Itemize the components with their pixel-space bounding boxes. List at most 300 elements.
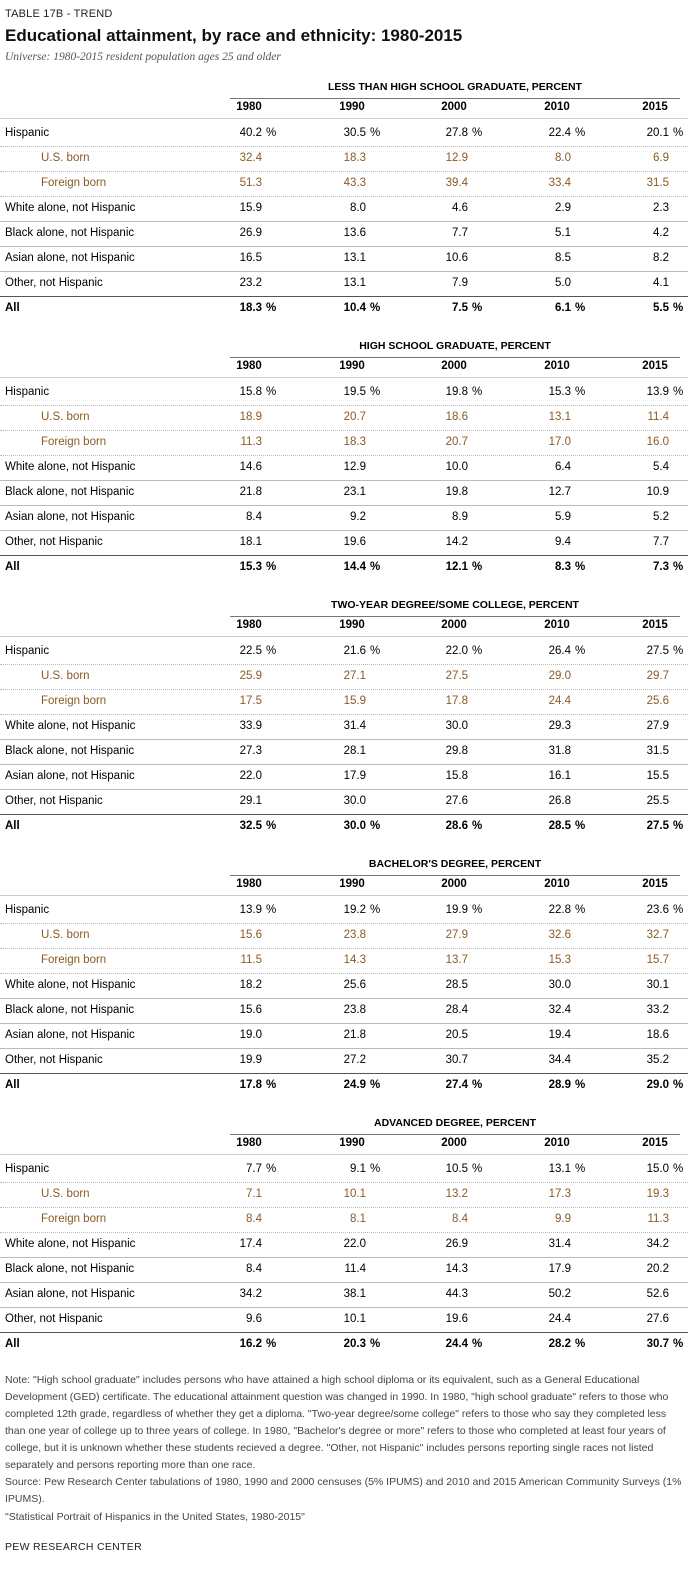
cell-value: 32.5 — [239, 820, 262, 832]
cell-value: 8.1 — [350, 1213, 366, 1225]
percent-sign: % — [266, 1338, 277, 1350]
table-row — [0, 1157, 688, 1182]
cell-value: 15.6 — [239, 929, 262, 941]
row-label: All — [5, 820, 20, 832]
cell-value: 4.6 — [452, 202, 468, 214]
row-label: White alone, not Hispanic — [5, 979, 136, 991]
table-row — [0, 973, 688, 998]
cell-value: 33.9 — [239, 720, 262, 732]
cell-value: 17.5 — [239, 695, 262, 707]
cell-value: 29.8 — [445, 745, 468, 757]
year-header: 2015 — [642, 360, 668, 372]
cell-value: 9.9 — [555, 1213, 571, 1225]
table-title: Educational attainment, by race and ethnicity: 1980-2015 — [5, 26, 463, 45]
section-heading: HIGH SCHOOL GRADUATE, PERCENT — [230, 339, 680, 358]
cell-value: 8.2 — [653, 252, 669, 264]
percent-sign: % — [575, 1163, 586, 1175]
cell-value: 12.9 — [445, 152, 468, 164]
table-row — [0, 1182, 688, 1207]
year-header: 1990 — [339, 1137, 365, 1149]
percent-sign: % — [673, 1079, 684, 1091]
table-row — [0, 1023, 688, 1048]
footer-brand: PEW RESEARCH CENTER — [5, 1541, 142, 1553]
cell-value: 8.4 — [452, 1213, 468, 1225]
year-header: 1990 — [339, 360, 365, 372]
cell-value: 7.7 — [653, 536, 669, 548]
cell-value: 19.0 — [239, 1029, 262, 1041]
percent-sign: % — [266, 820, 277, 832]
section-heading: ADVANCED DEGREE, PERCENT — [230, 1116, 680, 1135]
percent-sign: % — [575, 561, 586, 573]
percent-sign: % — [266, 645, 277, 657]
percent-sign: % — [673, 645, 684, 657]
table-row — [0, 1257, 688, 1282]
cell-value: 17.0 — [548, 436, 571, 448]
row-label: U.S. born — [41, 411, 90, 423]
row-label: Black alone, not Hispanic — [5, 227, 135, 239]
cell-value: 8.4 — [246, 1213, 262, 1225]
row-label: Foreign born — [41, 954, 107, 966]
cell-value: 30.0 — [445, 720, 468, 732]
year-header: 1990 — [339, 101, 365, 113]
cell-value: 19.3 — [646, 1188, 669, 1200]
table-row — [0, 664, 688, 689]
percent-sign: % — [575, 645, 586, 657]
percent-sign: % — [472, 820, 483, 832]
cell-value: 15.3 — [548, 386, 571, 398]
cell-value: 31.4 — [548, 1238, 571, 1250]
year-header: 2015 — [642, 1137, 668, 1149]
cell-value: 17.3 — [548, 1188, 571, 1200]
cell-value: 44.3 — [445, 1288, 468, 1300]
percent-sign: % — [266, 386, 277, 398]
percent-sign: % — [673, 127, 684, 139]
cell-value: 28.6 — [445, 820, 468, 832]
cell-value: 10.0 — [445, 461, 468, 473]
cell-value: 7.5 — [452, 302, 468, 314]
table-row — [0, 923, 688, 948]
percent-sign: % — [472, 561, 483, 573]
row-label: All — [5, 1079, 20, 1091]
percent-sign: % — [472, 127, 483, 139]
cell-value: 7.1 — [246, 1188, 262, 1200]
percent-sign: % — [370, 302, 381, 314]
cell-value: 34.2 — [239, 1288, 262, 1300]
table-row — [0, 480, 688, 505]
cell-value: 27.9 — [445, 929, 468, 941]
year-header: 2015 — [642, 101, 668, 113]
cell-value: 22.0 — [445, 645, 468, 657]
percent-sign: % — [370, 127, 381, 139]
cell-value: 14.2 — [445, 536, 468, 548]
percent-sign: % — [472, 1163, 483, 1175]
cell-value: 11.4 — [344, 1263, 366, 1275]
cell-value: 10.9 — [646, 486, 669, 498]
cell-value: 15.8 — [445, 770, 468, 782]
row-label: Hispanic — [5, 645, 50, 657]
table-row — [0, 380, 688, 405]
row-label: Other, not Hispanic — [5, 536, 103, 548]
cell-value: 27.5 — [646, 820, 669, 832]
cell-value: 9.2 — [350, 511, 366, 523]
cell-value: 13.1 — [343, 252, 366, 264]
percent-sign: % — [472, 904, 483, 916]
cell-value: 20.2 — [646, 1263, 669, 1275]
cell-value: 14.4 — [343, 561, 366, 573]
cell-value: 6.1 — [555, 302, 571, 314]
cell-value: 28.5 — [445, 979, 468, 991]
cell-value: 27.5 — [445, 670, 468, 682]
year-header: 2010 — [544, 878, 570, 890]
table-row — [0, 1048, 688, 1073]
table-row — [0, 221, 688, 246]
table-row — [0, 296, 688, 321]
header-divider — [0, 895, 688, 896]
cell-value: 17.9 — [343, 770, 366, 782]
year-header-row — [0, 101, 688, 119]
percent-sign: % — [673, 820, 684, 832]
row-label: Hispanic — [5, 904, 50, 916]
cell-value: 13.2 — [445, 1188, 468, 1200]
cell-value: 31.8 — [548, 745, 571, 757]
cell-value: 27.2 — [343, 1054, 366, 1066]
cell-value: 27.1 — [343, 670, 366, 682]
cell-value: 30.0 — [548, 979, 571, 991]
cell-value: 10.4 — [343, 302, 366, 314]
table-row — [0, 555, 688, 580]
percent-sign: % — [370, 1338, 381, 1350]
table-row — [0, 1232, 688, 1257]
cell-value: 18.6 — [646, 1029, 669, 1041]
table-row — [0, 739, 688, 764]
cell-value: 31.5 — [646, 745, 669, 757]
table-row — [0, 998, 688, 1023]
cell-value: 19.9 — [239, 1054, 262, 1066]
cell-value: 5.2 — [653, 511, 669, 523]
cell-value: 17.8 — [445, 695, 468, 707]
cell-value: 26.9 — [239, 227, 262, 239]
table-row — [0, 948, 688, 973]
cell-value: 19.4 — [548, 1029, 571, 1041]
row-label: White alone, not Hispanic — [5, 461, 136, 473]
percent-sign: % — [472, 386, 483, 398]
cell-value: 13.1 — [548, 411, 571, 423]
table-row — [0, 246, 688, 271]
cell-value: 11.5 — [240, 954, 262, 966]
cell-value: 50.2 — [548, 1288, 571, 1300]
year-header-row — [0, 1137, 688, 1155]
percent-sign: % — [673, 386, 684, 398]
row-label: Hispanic — [5, 386, 50, 398]
cell-value: 25.6 — [343, 979, 366, 991]
note-text: Note: "High school graduate" includes persons who have attained a high school diploma or its equivalent, such as a General Educational Development (GED) certificate. The educational attainment question was changed in 1990. In 1980, "high school graduate" refers to those who completed 12th grade, regardless of whether they get a diploma. "Two-year degree/some college" refers to those who say they completed less than one year of college up to three years of college. In 1980, "Bachelor's degree or more" refers to those who completed at least four years of college, but it is unknown whether these students recieved a degree. "Other, not Hispanic" includes persons reporting single races not listed separately and persons reporting more than one race. — [5, 1374, 669, 1471]
source-text: Source: Pew Research Center tabulations of 1980, 1990 and 2000 censuses (5% IPUMS) and 2010 and 2015 American Community Surveys (1% IPUMS). — [5, 1476, 682, 1505]
cell-value: 29.3 — [548, 720, 571, 732]
cell-value: 32.4 — [548, 1004, 571, 1016]
row-label: White alone, not Hispanic — [5, 720, 136, 732]
cell-value: 29.0 — [548, 670, 571, 682]
cell-value: 16.0 — [646, 436, 669, 448]
year-header: 2010 — [544, 360, 570, 372]
year-header: 1980 — [236, 360, 262, 372]
cell-value: 7.7 — [452, 227, 468, 239]
cell-value: 30.0 — [343, 795, 366, 807]
cell-value: 30.0 — [343, 820, 366, 832]
table-row — [0, 764, 688, 789]
cell-value: 18.3 — [343, 152, 366, 164]
report-text: "Statistical Portrait of Hispanics in the United States, 1980-2015" — [5, 1511, 305, 1523]
cell-value: 26.9 — [445, 1238, 468, 1250]
cell-value: 4.2 — [653, 227, 669, 239]
cell-value: 15.8 — [239, 386, 262, 398]
year-header: 2010 — [544, 619, 570, 631]
cell-value: 23.2 — [239, 277, 262, 289]
header-divider — [0, 1154, 688, 1155]
cell-value: 10.1 — [343, 1188, 366, 1200]
cell-value: 25.6 — [646, 695, 669, 707]
percent-sign: % — [673, 1163, 684, 1175]
cell-value: 51.3 — [239, 177, 262, 189]
cell-value: 28.1 — [343, 745, 366, 757]
table-row — [0, 714, 688, 739]
row-label: Black alone, not Hispanic — [5, 745, 135, 757]
header-divider — [0, 118, 688, 119]
year-header: 1990 — [339, 619, 365, 631]
row-label: Asian alone, not Hispanic — [5, 1288, 135, 1300]
cell-value: 43.3 — [343, 177, 366, 189]
row-label: Other, not Hispanic — [5, 1054, 103, 1066]
percent-sign: % — [472, 1079, 483, 1091]
cell-value: 29.0 — [646, 1079, 669, 1091]
cell-value: 22.5 — [239, 645, 262, 657]
cell-value: 21.8 — [239, 486, 262, 498]
percent-sign: % — [370, 561, 381, 573]
cell-value: 19.2 — [343, 904, 366, 916]
cell-value: 26.8 — [548, 795, 571, 807]
cell-value: 27.6 — [445, 795, 468, 807]
cell-value: 8.5 — [555, 252, 571, 264]
cell-value: 22.8 — [548, 904, 571, 916]
cell-value: 16.1 — [548, 770, 571, 782]
section-heading: TWO-YEAR DEGREE/SOME COLLEGE, PERCENT — [230, 598, 680, 617]
cell-value: 30.7 — [646, 1338, 669, 1350]
cell-value: 29.7 — [646, 670, 669, 682]
cell-value: 23.1 — [343, 486, 366, 498]
year-header: 2015 — [642, 619, 668, 631]
row-label: Hispanic — [5, 1163, 50, 1175]
year-header: 2000 — [441, 1137, 467, 1149]
cell-value: 15.3 — [239, 561, 262, 573]
cell-value: 16.5 — [239, 252, 262, 264]
cell-value: 6.4 — [555, 461, 571, 473]
cell-value: 25.9 — [239, 670, 262, 682]
cell-value: 18.6 — [445, 411, 468, 423]
cell-value: 13.7 — [445, 954, 468, 966]
percent-sign: % — [266, 1163, 277, 1175]
row-label: Black alone, not Hispanic — [5, 1004, 135, 1016]
percent-sign: % — [673, 1338, 684, 1350]
cell-value: 9.4 — [555, 536, 571, 548]
cell-value: 23.8 — [343, 929, 366, 941]
year-header: 1980 — [236, 1137, 262, 1149]
cell-value: 11.3 — [647, 1213, 669, 1225]
percent-sign: % — [370, 1079, 381, 1091]
cell-value: 21.8 — [343, 1029, 366, 1041]
cell-value: 34.4 — [548, 1054, 571, 1066]
table-row — [0, 814, 688, 839]
year-header-row — [0, 360, 688, 378]
section-heading: LESS THAN HIGH SCHOOL GRADUATE, PERCENT — [230, 80, 680, 99]
percent-sign: % — [370, 820, 381, 832]
cell-value: 15.6 — [239, 1004, 262, 1016]
row-label: White alone, not Hispanic — [5, 202, 136, 214]
row-label: Other, not Hispanic — [5, 795, 103, 807]
cell-value: 15.0 — [646, 1163, 669, 1175]
cell-value: 7.3 — [653, 561, 669, 573]
cell-value: 12.1 — [445, 561, 468, 573]
cell-value: 13.9 — [239, 904, 262, 916]
row-label: Black alone, not Hispanic — [5, 486, 135, 498]
cell-value: 22.4 — [548, 127, 571, 139]
cell-value: 5.5 — [653, 302, 669, 314]
cell-value: 9.1 — [350, 1163, 366, 1175]
year-header: 1980 — [236, 619, 262, 631]
row-label: Asian alone, not Hispanic — [5, 511, 135, 523]
row-label: Asian alone, not Hispanic — [5, 770, 135, 782]
cell-value: 17.4 — [239, 1238, 262, 1250]
row-label: U.S. born — [41, 929, 90, 941]
cell-value: 7.9 — [452, 277, 468, 289]
cell-value: 32.4 — [239, 152, 262, 164]
cell-value: 18.3 — [239, 302, 262, 314]
row-label: All — [5, 1338, 20, 1350]
table-row — [0, 689, 688, 714]
year-header: 2015 — [642, 878, 668, 890]
row-label: Foreign born — [41, 695, 107, 707]
cell-value: 24.9 — [343, 1079, 366, 1091]
cell-value: 24.4 — [548, 1313, 571, 1325]
cell-value: 27.3 — [239, 745, 262, 757]
cell-value: 8.4 — [246, 511, 262, 523]
cell-value: 20.3 — [343, 1338, 366, 1350]
cell-value: 18.2 — [239, 979, 262, 991]
table-row — [0, 898, 688, 923]
year-header: 1980 — [236, 101, 262, 113]
table-row — [0, 146, 688, 171]
cell-value: 19.6 — [445, 1313, 468, 1325]
cell-value: 23.8 — [343, 1004, 366, 1016]
row-label: All — [5, 561, 20, 573]
cell-value: 11.3 — [240, 436, 262, 448]
header-divider — [0, 636, 688, 637]
percent-sign: % — [370, 386, 381, 398]
table-subtitle: Universe: 1980-2015 resident population ages 25 and older — [5, 51, 281, 63]
cell-value: 38.1 — [343, 1288, 366, 1300]
cell-value: 8.4 — [246, 1263, 262, 1275]
cell-value: 17.9 — [548, 1263, 571, 1275]
cell-value: 10.1 — [343, 1313, 366, 1325]
cell-value: 20.5 — [445, 1029, 468, 1041]
percent-sign: % — [575, 820, 586, 832]
cell-value: 52.6 — [646, 1288, 669, 1300]
cell-value: 32.7 — [646, 929, 669, 941]
cell-value: 27.4 — [445, 1079, 468, 1091]
percent-sign: % — [575, 127, 586, 139]
table-row — [0, 171, 688, 196]
percent-sign: % — [472, 645, 483, 657]
table-row — [0, 530, 688, 555]
cell-value: 26.4 — [548, 645, 571, 657]
cell-value: 25.5 — [646, 795, 669, 807]
row-label: Foreign born — [41, 1213, 107, 1225]
year-header: 1990 — [339, 878, 365, 890]
cell-value: 13.9 — [646, 386, 669, 398]
cell-value: 29.1 — [239, 795, 262, 807]
cell-value: 23.6 — [646, 904, 669, 916]
year-header: 2000 — [441, 101, 467, 113]
row-label: Asian alone, not Hispanic — [5, 1029, 135, 1041]
cell-value: 35.2 — [646, 1054, 669, 1066]
cell-value: 34.2 — [646, 1238, 669, 1250]
percent-sign: % — [266, 561, 277, 573]
year-header-row — [0, 878, 688, 896]
cell-value: 15.3 — [548, 954, 571, 966]
row-label: Other, not Hispanic — [5, 277, 103, 289]
cell-value: 28.5 — [548, 820, 571, 832]
table-row — [0, 121, 688, 146]
cell-value: 19.9 — [445, 904, 468, 916]
percent-sign: % — [266, 127, 277, 139]
year-header: 2000 — [441, 619, 467, 631]
cell-value: 33.2 — [646, 1004, 669, 1016]
cell-value: 13.6 — [343, 227, 366, 239]
cell-value: 11.4 — [647, 411, 669, 423]
cell-value: 19.6 — [343, 536, 366, 548]
cell-value: 13.1 — [343, 277, 366, 289]
year-header: 2000 — [441, 360, 467, 372]
percent-sign: % — [472, 1338, 483, 1350]
cell-value: 5.4 — [653, 461, 669, 473]
cell-value: 19.8 — [445, 486, 468, 498]
percent-sign: % — [673, 904, 684, 916]
cell-value: 16.2 — [239, 1338, 262, 1350]
cell-value: 12.7 — [548, 486, 571, 498]
table-row — [0, 455, 688, 480]
percent-sign: % — [575, 904, 586, 916]
cell-value: 13.1 — [548, 1163, 571, 1175]
cell-value: 8.9 — [452, 511, 468, 523]
percent-sign: % — [575, 302, 586, 314]
cell-value: 15.9 — [343, 695, 366, 707]
percent-sign: % — [673, 302, 684, 314]
cell-value: 40.2 — [239, 127, 262, 139]
cell-value: 27.8 — [445, 127, 468, 139]
cell-value: 27.5 — [646, 645, 669, 657]
cell-value: 19.5 — [343, 386, 366, 398]
year-header-row — [0, 619, 688, 637]
table-row — [0, 271, 688, 296]
header-divider — [0, 377, 688, 378]
cell-value: 17.8 — [239, 1079, 262, 1091]
percent-sign: % — [575, 1079, 586, 1091]
cell-value: 2.3 — [653, 202, 669, 214]
cell-value: 9.6 — [246, 1313, 262, 1325]
cell-value: 10.6 — [445, 252, 468, 264]
percent-sign: % — [370, 904, 381, 916]
cell-value: 22.0 — [239, 770, 262, 782]
cell-value: 20.1 — [646, 127, 669, 139]
year-header: 2010 — [544, 1137, 570, 1149]
